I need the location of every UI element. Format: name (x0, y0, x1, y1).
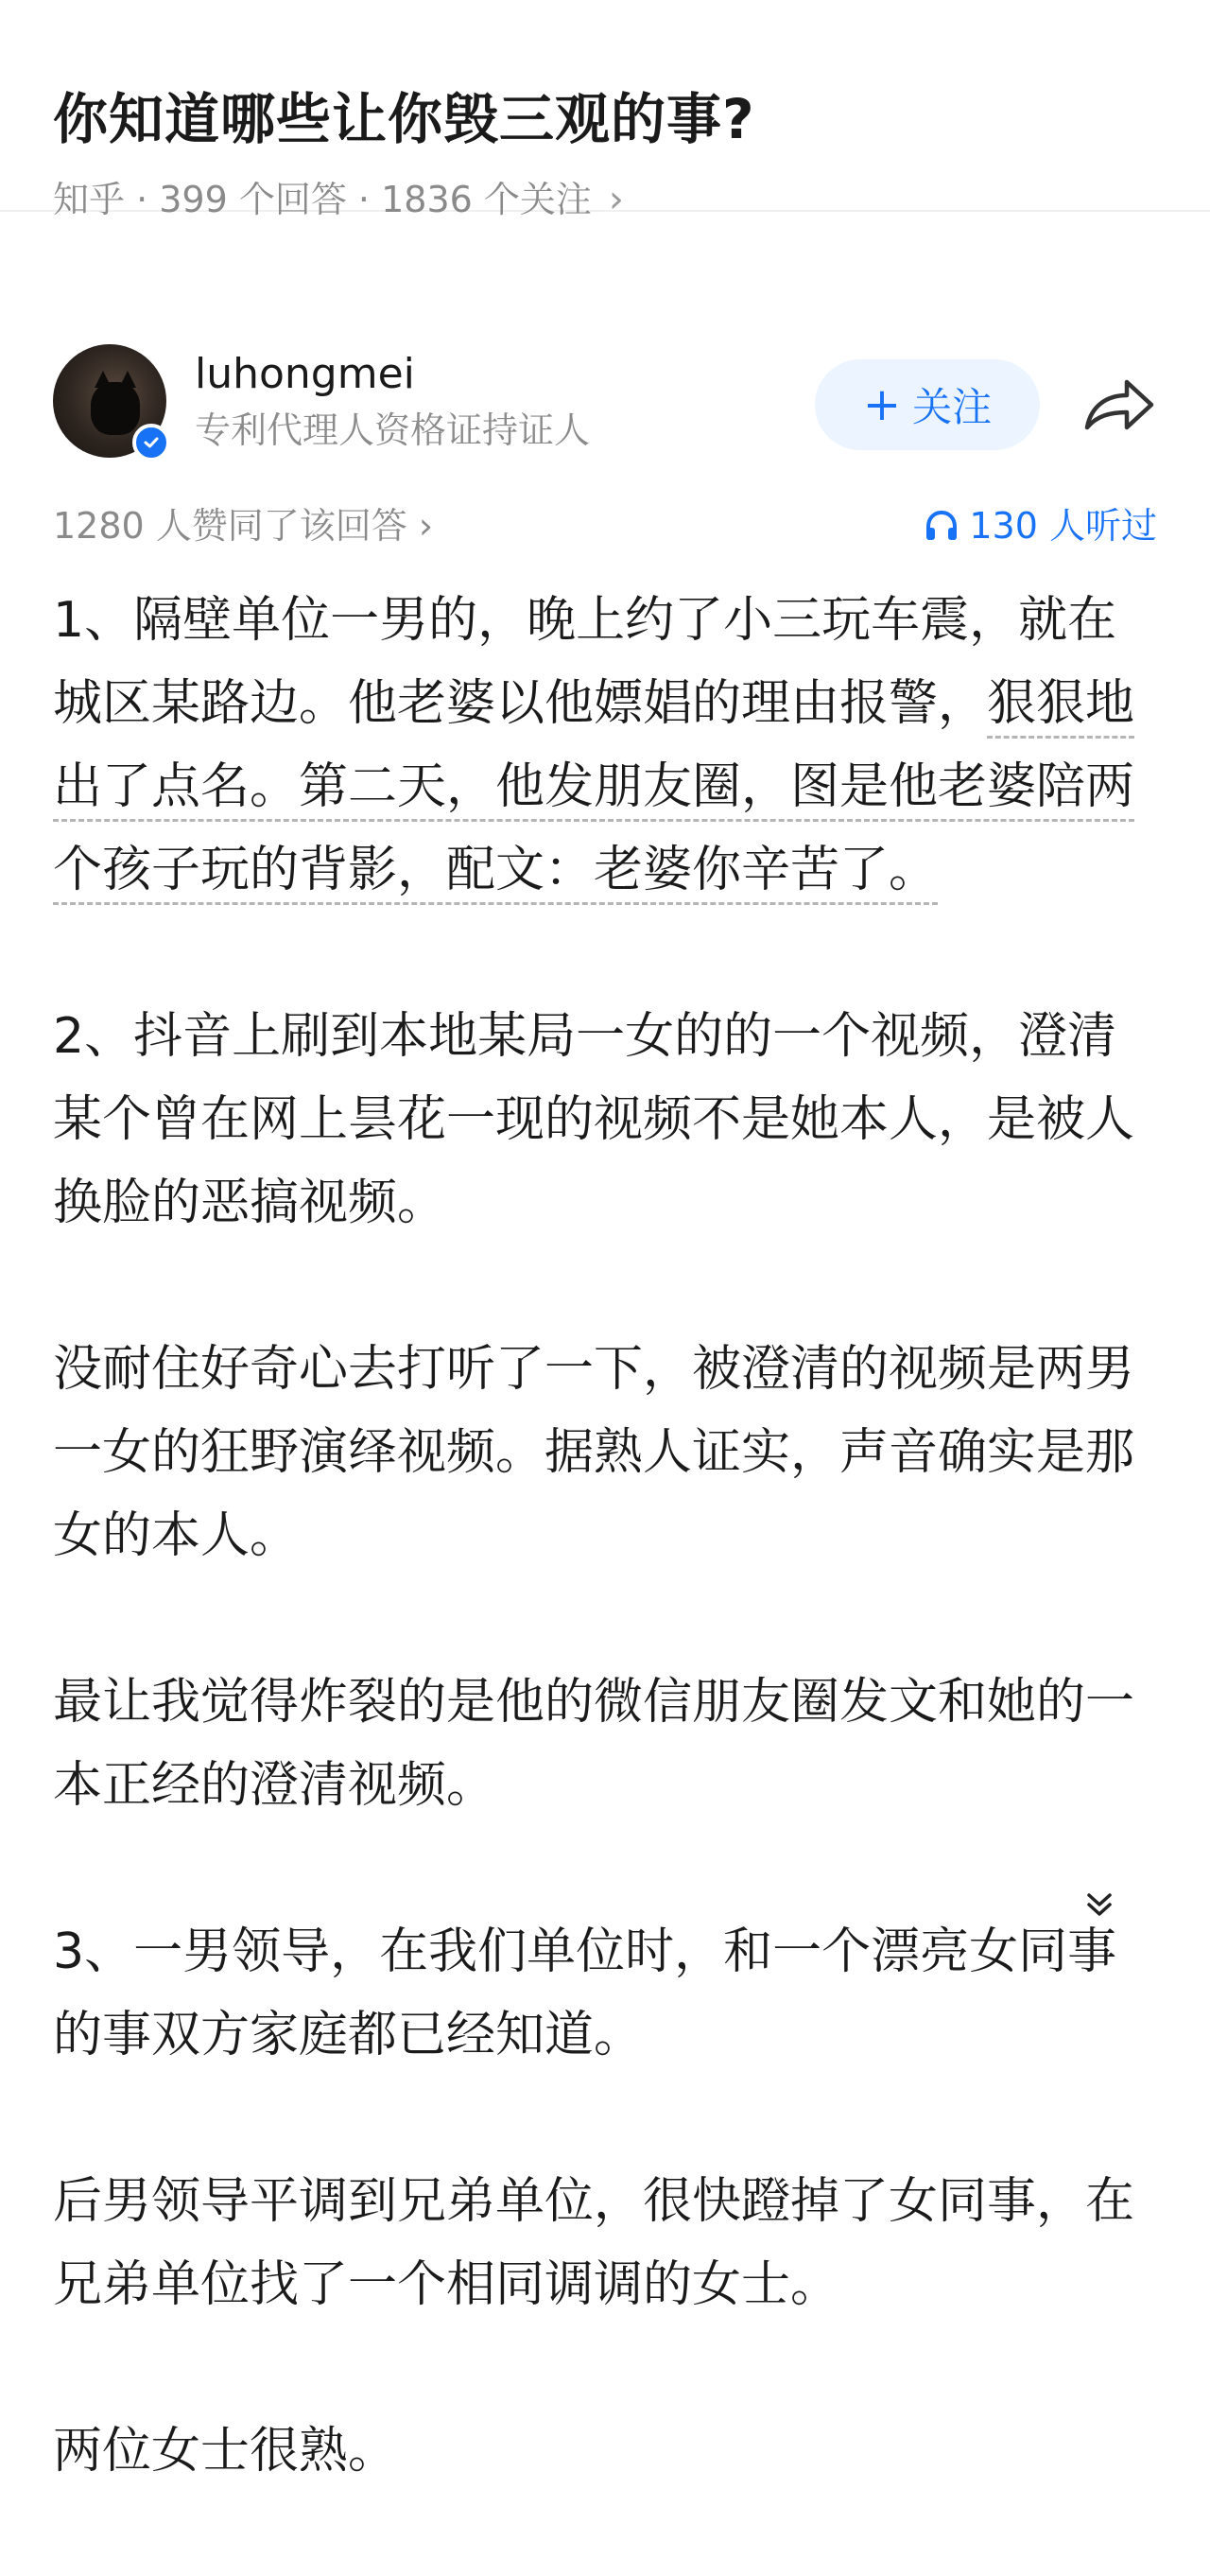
paragraph-6: 后男领导平调到兄弟单位，很快蹬掉了女同事，在兄弟单位找了一个相同调调的女士。 (53, 2173, 1135, 2313)
headphones-icon (924, 509, 959, 543)
paragraph-4: 最让我觉得炸裂的是他的微信朋友圈发文和她的一本正经的澄清视频。 (53, 1674, 1135, 1814)
question-header (0, 0, 1210, 221)
question-meta-text: 知乎 · 399 个回答 · 1836 个关注 (53, 179, 592, 220)
paragraph-7: 两位女士很熟。 (53, 2423, 398, 2480)
chevron-double-down-icon[interactable] (1083, 1889, 1115, 1922)
author-name[interactable]: luhongmei (195, 350, 415, 398)
verified-badge-icon (132, 424, 170, 461)
plus-icon: + (862, 378, 902, 431)
listen-count-text: 130 人听过 (969, 505, 1157, 547)
cat-silhouette (91, 382, 140, 435)
answer-stats (53, 501, 1157, 550)
follow-button[interactable] (815, 359, 1040, 450)
author-headline: 专利代理人资格证持证人 (195, 409, 591, 451)
chevron-right-icon: › (608, 178, 624, 221)
answer-content (53, 579, 1159, 2576)
question-meta[interactable] (53, 176, 1157, 223)
share-arrow-icon[interactable] (1081, 373, 1157, 439)
paragraph-3: 没耐住好奇心去打听了一下，被澄清的视频是两男一女的狂野演绎视频。据熟人证实，声音确实是那女的本人。 (53, 1341, 1135, 1564)
paragraph-5: 3、一男领导，在我们单位时，和一个漂亮女同事的事双方家庭都已经知道。 (53, 1923, 1117, 2063)
question-title[interactable]: 你知道哪些让你毁三观的事? (53, 87, 755, 151)
follow-label: 关注 (912, 384, 993, 430)
author-row (53, 344, 1157, 467)
paragraph-1-annotated[interactable]: 狠狠地出了点名。第二天，他发朋友圈，图是他老婆陪两个孩子玩的背影，配文：老婆你辛苦了。 (53, 675, 1134, 905)
listen-count[interactable] (924, 501, 1157, 550)
paragraph-1 (53, 579, 1159, 912)
paragraph-1-text: 1、隔壁单位一男的，晚上约了小三玩车震，就在城区某路边。他老婆以他嫖娼的理由报警， (53, 592, 1117, 732)
upvote-count[interactable]: 1280 人赞同了该回答 › (53, 505, 434, 547)
paragraph-2: 2、抖音上刷到本地某局一女的的一个视频，澄清某个曾在网上昙花一现的视频不是她本人，是被人换脸的恶搞视频。 (53, 1008, 1135, 1231)
